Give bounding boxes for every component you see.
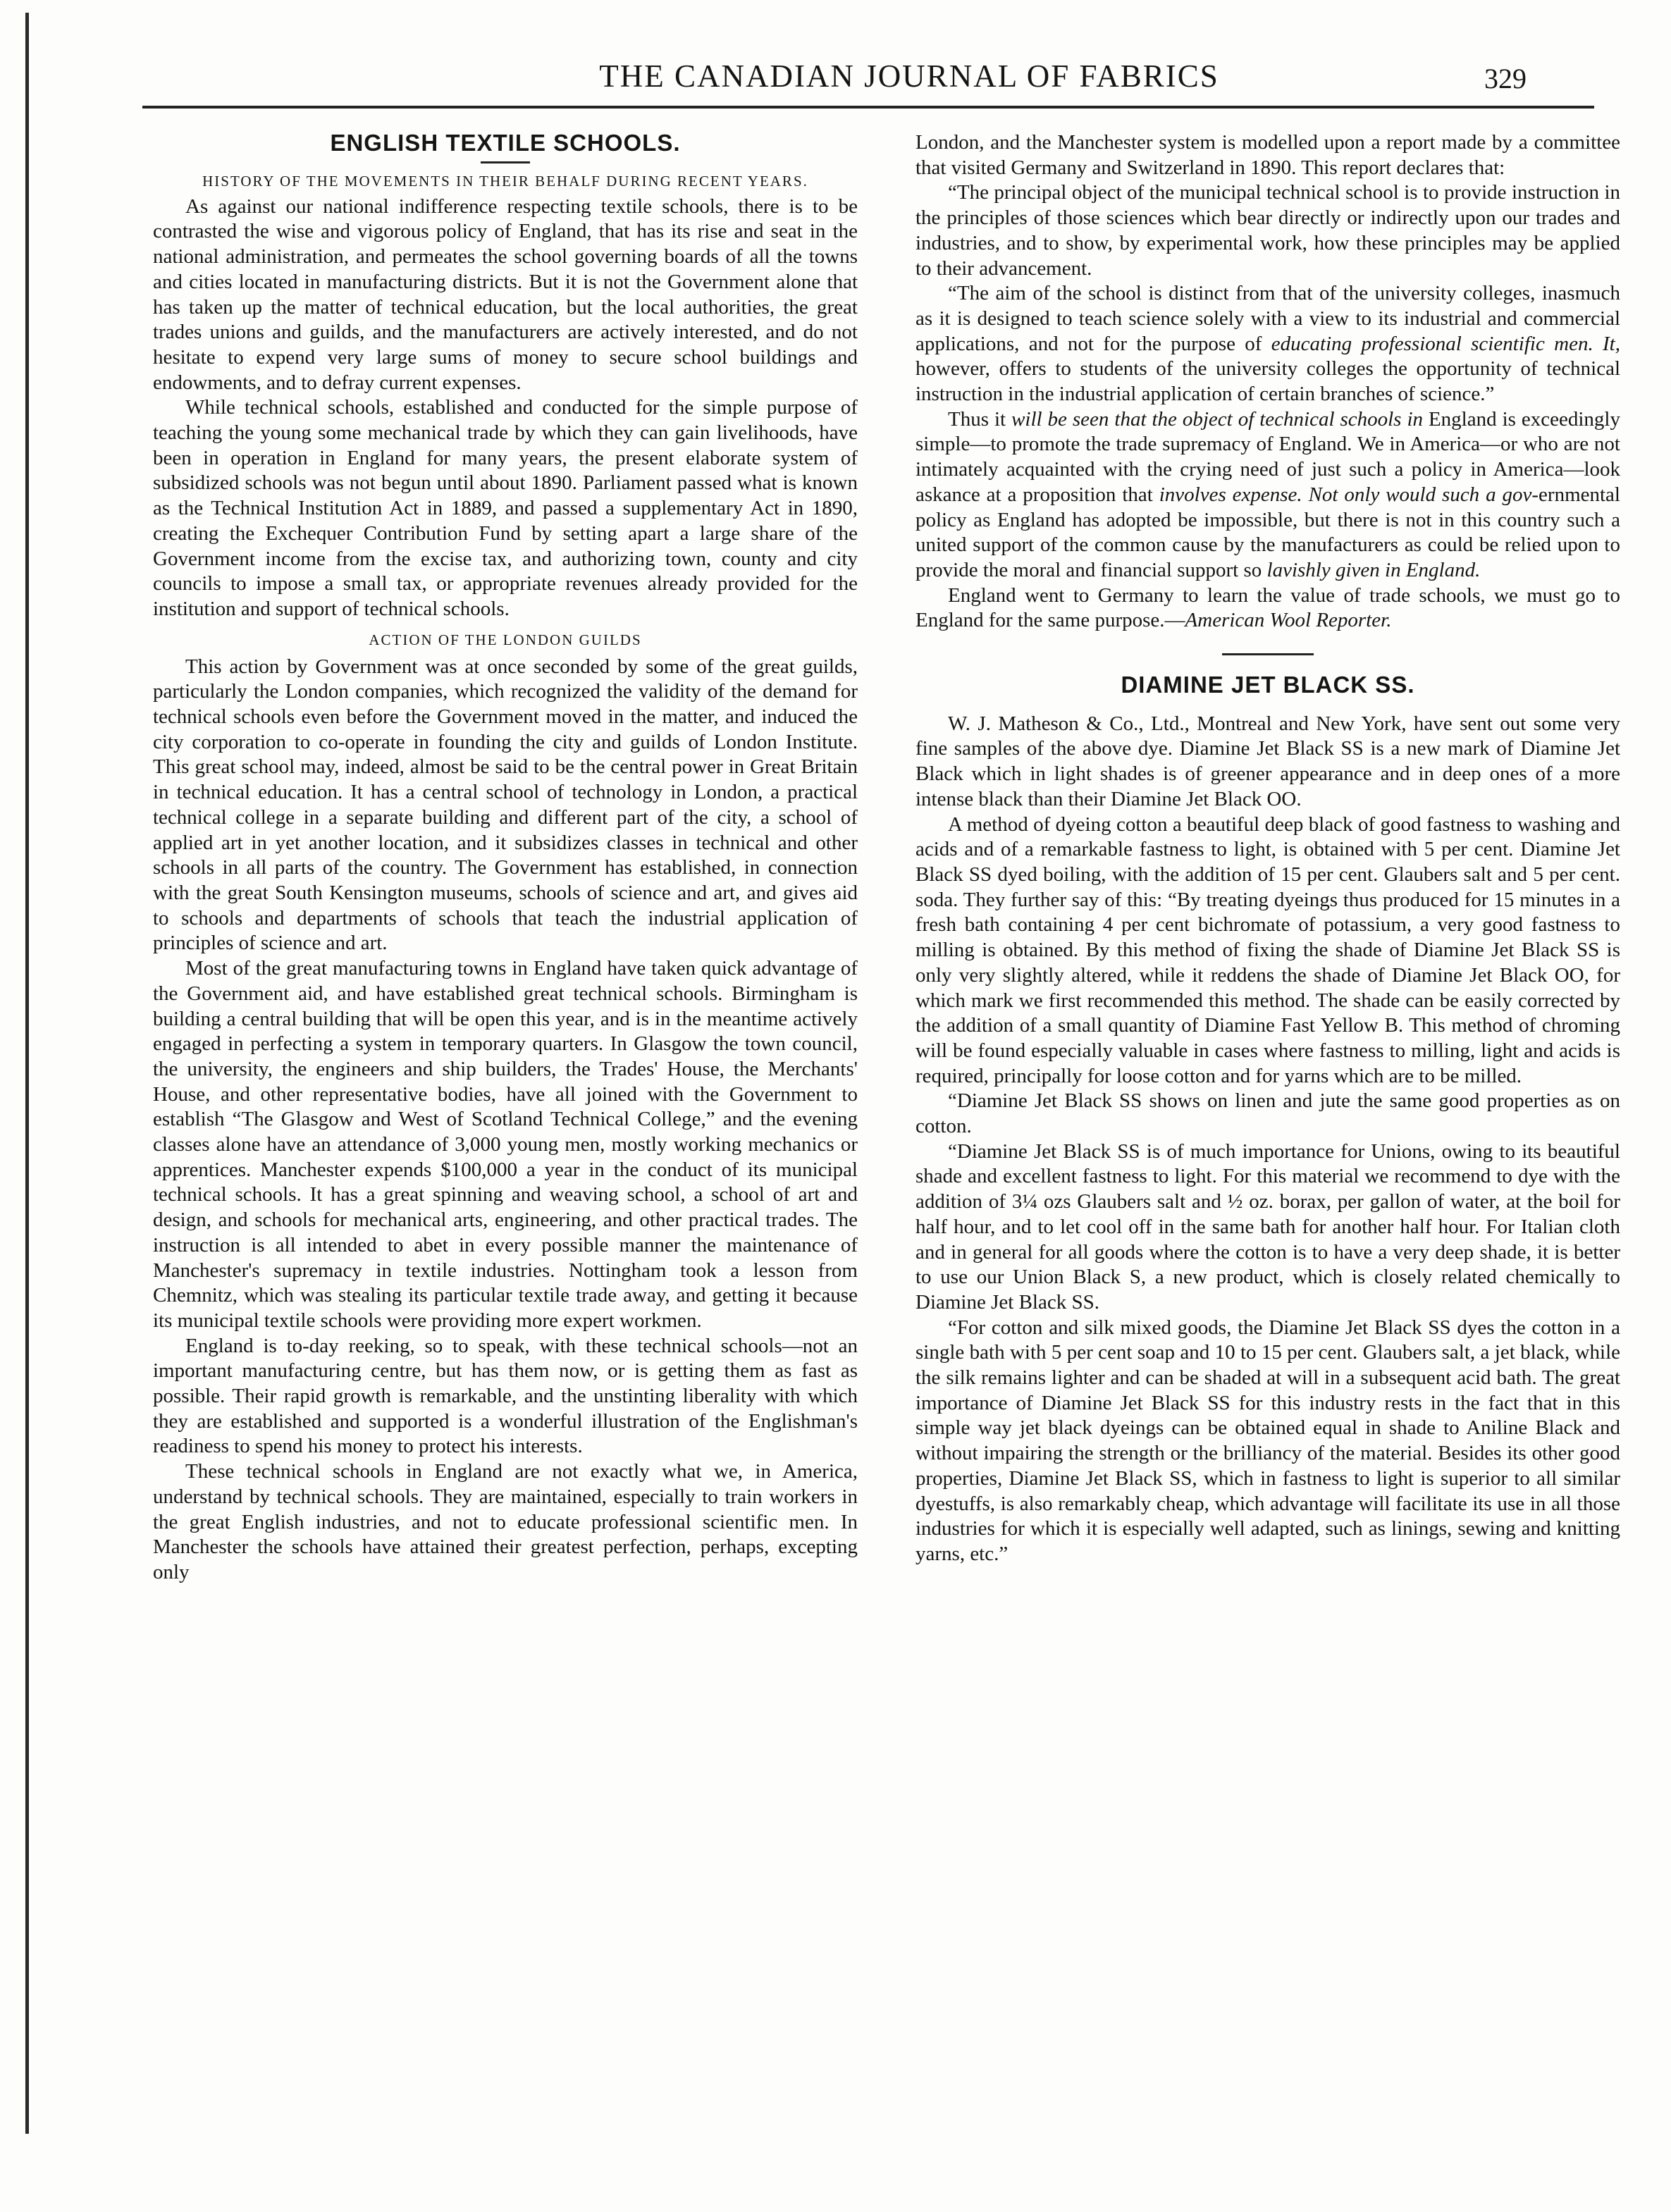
article-title: DIAMINE JET BLACK SS.: [1121, 672, 1415, 698]
paragraph: England is to-day reeking, so to speak, with these technical schools—not an important manufacturing centre, but has them now, or is getting them as fast as possible. Their rapid growth is remarkable, and the unstinting liberality with which they are established and supported is a wonderful illustration of the Englishman's readiness to spend his money to protect his interests.: [153, 1334, 858, 1458]
paragraph: These technical schools in England are not exactly what we, in America, understand by technical schools. They are maintained, especially to train workers in the great English industries, and not to educate professional scientific men. In Manchester the schools have attained their greatest perfection, perhaps, excepting only: [153, 1460, 858, 1583]
source-credit: American Wool Reporter.: [1185, 609, 1392, 632]
page-number: 329: [1484, 63, 1527, 94]
quote-paragraph: “The aim of the school is distinct from that of the university colleges, inasmuch as it is designed to teach science solely with a view to its industrial and commercial applications, and not for the purpose of educating professional scientific men. It, however, offers to students of the university colleges the opportunity of technical instruction in the industrial application of certain branches of science.”: [915, 282, 1620, 406]
journal-title: THE CANADIAN JOURNAL OF FABRICS: [599, 58, 1219, 94]
right-column: [915, 130, 1620, 1567]
paragraph: Most of the great manufacturing towns in England have taken quick advantage of the Government aid, and have established great technical schools. Birmingham is building a central building that will be open this year, and is in the meantime actively engaged in perfecting a system in temporary quarters. In Glasgow the town council, the university, the engineers and ship builders, the Trades' House, the Merchants' House, and other representative bodies, have all joined with the Government to establish “The Glasgow and West of Scotland Technical College,” and the evening classes alone have an attendance of 3,000 young men, mostly working mechanics or apprentices. Manchester expends $100,000 a year in the conduct of its municipal technical schools. It has a great spinning and weaving school, a school of art and design, and schools for mechanical arts, engineering, and other practical trades. The instruction is all intended to abet in every possible manner the maintenance of Manchester's supremacy in textile industries. Nottingham took a lesson from Chemnitz, which was stealing its particular textile trade away, and getting it because its municipal textile schools were providing more expert workmen.: [153, 957, 858, 1332]
title-rule: [481, 161, 530, 163]
paragraph: While technical schools, established and conducted for the simple purpose of teaching the young some mechanical trade by which they can gain livelihoods, have been in operation in England for many years, the present elaborate system of subsidized schools was not begun until about 1890. Parliament passed what is known as the Technical Institution Act in 1889, and passed a supplementary Act in 1890, creating the Exchequer Contribution Fund by setting apart a large share of the Government income from the excise tax, and authorizing town, county and city councils to impose a small tax, or appropriate revenues already provided for the institution and support of technical schools.: [153, 396, 858, 620]
section-heading: ACTION OF THE LONDON GUILDS: [369, 631, 642, 648]
article-subtitle: HISTORY OF THE MOVEMENTS IN THEIR BEHALF DURING RECENT YEARS.: [202, 172, 808, 190]
paragraph: Thus it will be seen that the object of technical schools in England is exceedingly simple—to promote the trade supremacy of England. We in America—or who are not intimately acquainted with the crying need of just such a policy in America—look askance at a proposition that involves expense. Not only would such a gov-ernmental policy as England has adopted be impossible, but there is not in this country such a united support of the common cause by the manufacturers as could be relied upon to provide the moral and financial support so lavishly given in England.: [915, 407, 1620, 581]
header-rule: [142, 106, 1594, 109]
paragraph: As against our national indifference respecting textile schools, there is to be contrasted the wise and vigorous policy of England, that has its rise and seat in the national administration, and permeates the school governing boards of all the towns and cities located in manufacturing districts. But it is not the Government alone that has taken up the matter of technical education, but the local authorities, the great trades unions and guilds, and the manufacturers are actively interested, and do not hesitate to expend very large sums of money to secure school buildings and endowments, and to defray current expenses.: [153, 194, 858, 394]
article-separator-rule: [1222, 653, 1314, 655]
paragraph: This action by Government was at once seconded by some of the great guilds, particularly the London companies, which recognized the validity of the demand for technical schools even before the Government moved in the matter, and induced the city corporation to co-operate in founding the city and guilds of London Institute. This great school may, indeed, almost be said to be the central power in Great Britain in technical education. It has a central school of technology in London, a practical technical college in a separate building and different part of the city, a school of applied art in yet another location, and it subsidizes classes in technical and other schools in all parts of the country. The Government has established, in connection with the great South Kensington museums, schools of science and art, and gives aid to schools and departments of schools that teach the industrial application of principles of science and art.: [153, 655, 858, 955]
paragraph: “Diamine Jet Black SS is of much importance for Unions, owing to its beautiful shade and excellent fastness to light. For this material we recommend to dye with the addition of 3¼ ozs Glaubers salt and ½ oz. borax, per gallon of water, at the boil for half hour, and to let cool off in the same bath for another half hour. For Italian cloth and in general for all goods where the cotton is to have a very deep shade, it is better to use our Union Black S, a new product, which is closely related chemically to Diamine Jet Black SS.: [915, 1139, 1620, 1314]
paragraph: London, and the Manchester system is modelled upon a report made by a committee that visited Germany and Switzerland in 1890. This report declares that:: [915, 131, 1620, 179]
paragraph: A method of dyeing cotton a beautiful deep black of good fastness to washing and acids and of a remarkable fastness to light, is obtained with 5 per cent. Diamine Jet Black SS dyed boiling, with the addition of 15 per cent. Glaubers salt and 5 per cent. soda. They further say of this: “By treating dyeings thus produced for 15 minutes in a fresh bath containing 4 per cent bichromate of potassium, a very good fastness to milling is obtained. By this method of fixing the shade of Diamine Jet Black SS is only very slightly altered, while it reddens the shade of Diamine Jet Black OO, for which mark we first recommended this method. The shade can be easily corrected by the addition of a small quantity of Diamine Fast Yellow B. This method of chroming will be found especially valuable in cases where fastness to milling, light and acids is required, principally for loose cotton and for yarns which are to be milled.: [915, 812, 1620, 1087]
binding-edge-rule: [25, 13, 29, 2134]
paragraph: “Diamine Jet Black SS shows on linen and jute the same good properties as on cotton.: [915, 1089, 1620, 1138]
paragraph: W. J. Matheson & Co., Ltd., Montreal and New York, have sent out some very fine samples of the above dye. Diamine Jet Black SS is a new mark of Diamine Jet Black which in light shades is of greener appearance and in deep ones of a more intense black than their Diamine Jet Black OO.: [915, 712, 1620, 810]
quote-paragraph: “The principal object of the municipal technical school is to provide instruction in the principles of those sciences which bear directly or indirectly upon our trades and industries, and to show, by experimental work, how these principles may be applied to their advancement.: [915, 181, 1620, 280]
paragraph: England went to Germany to learn the value of trade schools, we must go to England for the same purpose.—American Wool Reporter.: [915, 583, 1620, 632]
article-title: ENGLISH TEXTILE SCHOOLS.: [330, 130, 681, 156]
paragraph: “For cotton and silk mixed goods, the Diamine Jet Black SS dyes the cotton in a single bath with 5 per cent soap and 10 to 15 per cent. Glaubers salt, a jet black, while the silk remains lighter and can be shaded at will in a subsequent acid bath. The great importance of Diamine Jet Black SS for this industry rests in the fact that in this simple way jet black dyeings can be obtained equal in shade to Aniline Black and without impairing the strength or the brilliancy of the material. Besides its other good properties, Diamine Jet Black SS, which in fastness to light is superior to all similar dyestuffs, is also remarkably cheap, which advantage will facilitate its use in all those industries for which it is especially well adapted, such as linings, sewing and knitting yarns, etc.”: [915, 1316, 1620, 1565]
left-column: [153, 130, 858, 1586]
